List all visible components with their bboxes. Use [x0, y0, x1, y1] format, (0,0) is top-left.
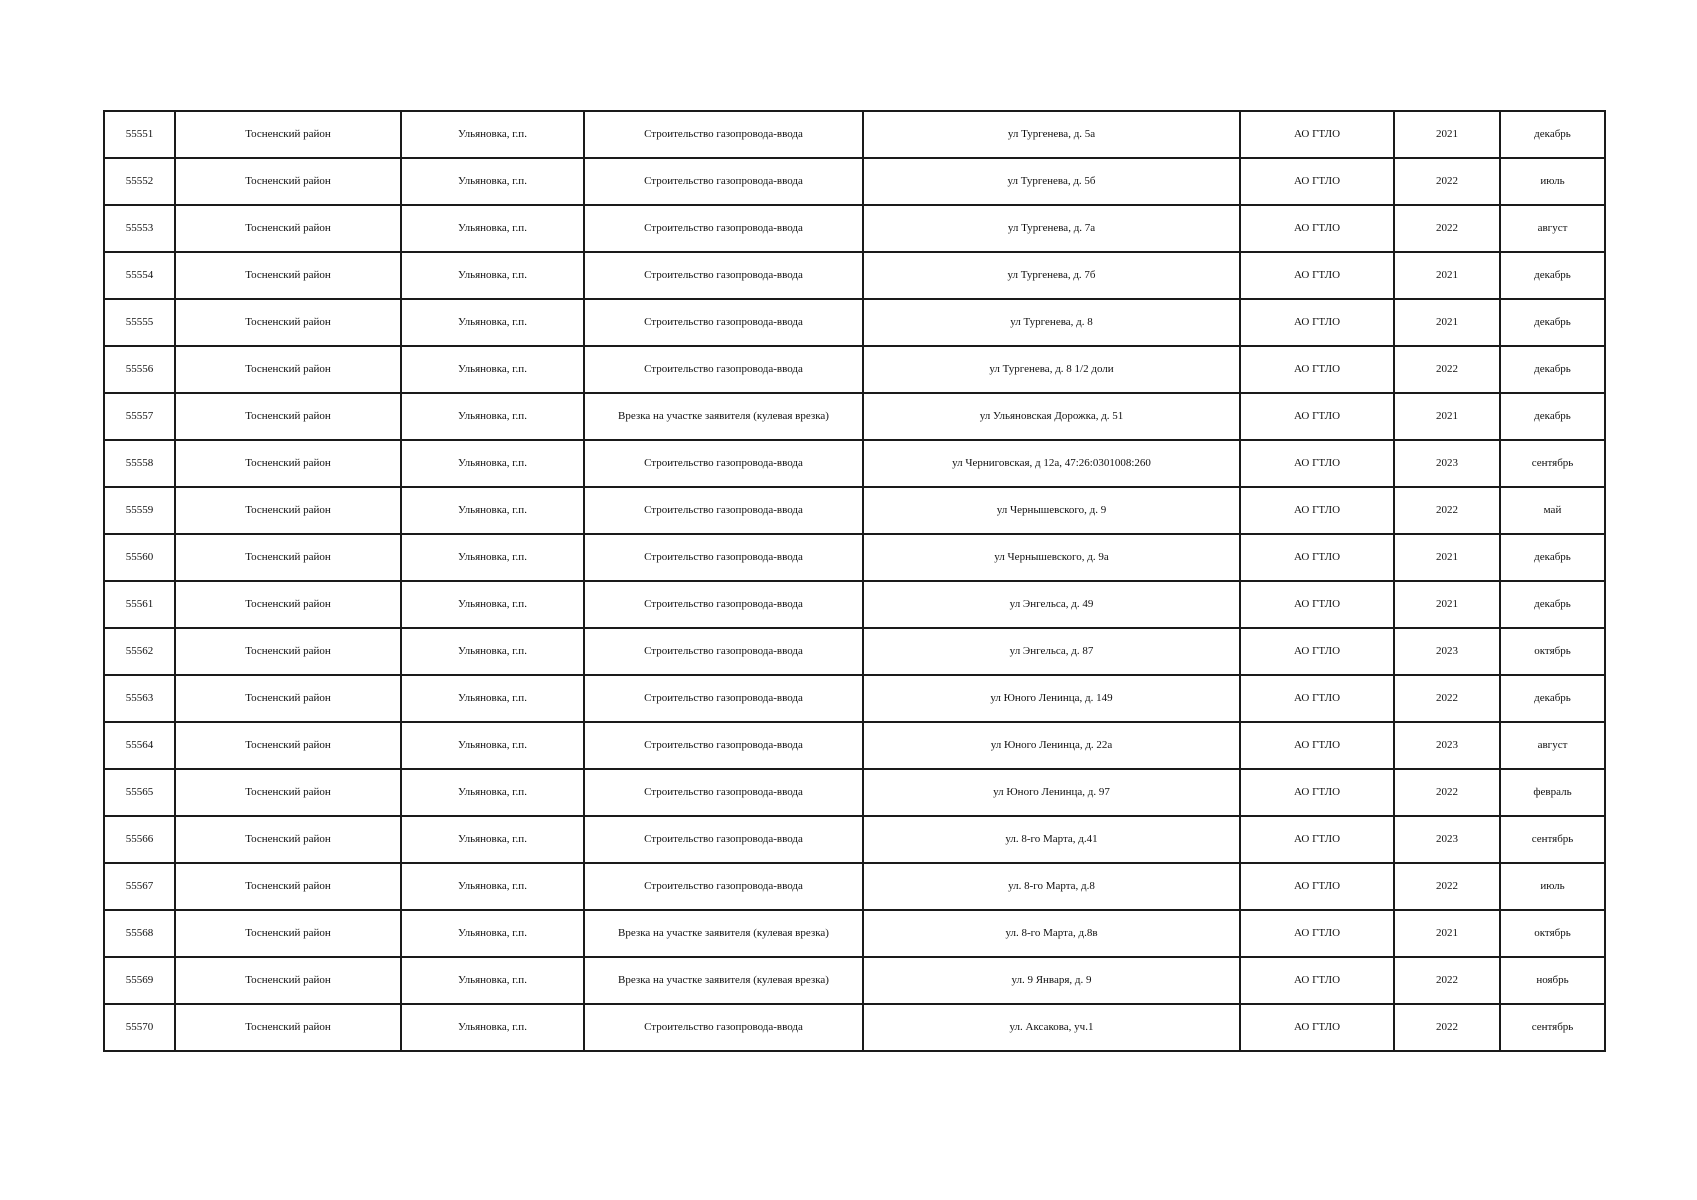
month-cell: декабрь: [1500, 581, 1605, 628]
table-row: [104, 534, 1605, 581]
year-cell: 2021: [1394, 299, 1500, 346]
district-cell: Тосненский район: [175, 910, 401, 957]
work-type-cell: Строительство газопровода-ввода: [584, 440, 863, 487]
year-cell: 2022: [1394, 487, 1500, 534]
row-number-cell: 55565: [104, 769, 175, 816]
address-cell: ул Тургенева, д. 5а: [863, 111, 1240, 158]
organization-cell: АО ГТЛО: [1240, 346, 1394, 393]
organization-cell: АО ГТЛО: [1240, 111, 1394, 158]
address-cell: ул. Аксакова, уч.1: [863, 1004, 1240, 1051]
table-row: [104, 346, 1605, 393]
year-cell: 2022: [1394, 205, 1500, 252]
address-cell: ул Ульяновская Дорожка, д. 51: [863, 393, 1240, 440]
organization-cell: АО ГТЛО: [1240, 863, 1394, 910]
work-type-cell: Строительство газопровода-ввода: [584, 111, 863, 158]
year-cell: 2023: [1394, 722, 1500, 769]
row-number-cell: 55563: [104, 675, 175, 722]
work-type-cell: Строительство газопровода-ввода: [584, 722, 863, 769]
address-cell: ул Энгельса, д. 87: [863, 628, 1240, 675]
table-body: [104, 111, 1605, 1051]
year-cell: 2022: [1394, 158, 1500, 205]
row-number-cell: 55554: [104, 252, 175, 299]
work-type-cell: Строительство газопровода-ввода: [584, 816, 863, 863]
row-number-cell: 55564: [104, 722, 175, 769]
row-number-cell: 55556: [104, 346, 175, 393]
district-cell: Тосненский район: [175, 534, 401, 581]
settlement-cell: Ульяновка, г.п.: [401, 722, 584, 769]
work-type-cell: Строительство газопровода-ввода: [584, 534, 863, 581]
table-row: [104, 252, 1605, 299]
gas-connection-table: [103, 110, 1606, 1052]
district-cell: Тосненский район: [175, 252, 401, 299]
month-cell: декабрь: [1500, 675, 1605, 722]
work-type-cell: Строительство газопровода-ввода: [584, 863, 863, 910]
year-cell: 2021: [1394, 393, 1500, 440]
settlement-cell: Ульяновка, г.п.: [401, 487, 584, 534]
organization-cell: АО ГТЛО: [1240, 393, 1394, 440]
address-cell: ул Тургенева, д. 7б: [863, 252, 1240, 299]
address-cell: ул Тургенева, д. 7а: [863, 205, 1240, 252]
district-cell: Тосненский район: [175, 299, 401, 346]
settlement-cell: Ульяновка, г.п.: [401, 910, 584, 957]
table-row: [104, 581, 1605, 628]
organization-cell: АО ГТЛО: [1240, 158, 1394, 205]
table-row: [104, 910, 1605, 957]
address-cell: ул Энгельса, д. 49: [863, 581, 1240, 628]
address-cell: ул. 8-го Марта, д.41: [863, 816, 1240, 863]
row-number-cell: 55555: [104, 299, 175, 346]
work-type-cell: Строительство газопровода-ввода: [584, 487, 863, 534]
district-cell: Тосненский район: [175, 393, 401, 440]
table-row: [104, 393, 1605, 440]
month-cell: декабрь: [1500, 111, 1605, 158]
district-cell: Тосненский район: [175, 863, 401, 910]
year-cell: 2022: [1394, 1004, 1500, 1051]
district-cell: Тосненский район: [175, 581, 401, 628]
organization-cell: АО ГТЛО: [1240, 252, 1394, 299]
district-cell: Тосненский район: [175, 158, 401, 205]
work-type-cell: Строительство газопровода-ввода: [584, 628, 863, 675]
district-cell: Тосненский район: [175, 487, 401, 534]
month-cell: сентябрь: [1500, 440, 1605, 487]
table-row: [104, 1004, 1605, 1051]
organization-cell: АО ГТЛО: [1240, 628, 1394, 675]
row-number-cell: 55566: [104, 816, 175, 863]
year-cell: 2022: [1394, 957, 1500, 1004]
district-cell: Тосненский район: [175, 111, 401, 158]
work-type-cell: Врезка на участке заявителя (кулевая врезка): [584, 957, 863, 1004]
address-cell: ул Юного Ленинца, д. 149: [863, 675, 1240, 722]
settlement-cell: Ульяновка, г.п.: [401, 863, 584, 910]
settlement-cell: Ульяновка, г.п.: [401, 158, 584, 205]
settlement-cell: Ульяновка, г.п.: [401, 816, 584, 863]
table-row: [104, 675, 1605, 722]
row-number-cell: 55559: [104, 487, 175, 534]
organization-cell: АО ГТЛО: [1240, 957, 1394, 1004]
month-cell: ноябрь: [1500, 957, 1605, 1004]
table-row: [104, 111, 1605, 158]
work-type-cell: Строительство газопровода-ввода: [584, 299, 863, 346]
work-type-cell: Строительство газопровода-ввода: [584, 675, 863, 722]
table-row: [104, 440, 1605, 487]
year-cell: 2021: [1394, 910, 1500, 957]
address-cell: ул Чернышевского, д. 9: [863, 487, 1240, 534]
settlement-cell: Ульяновка, г.п.: [401, 675, 584, 722]
district-cell: Тосненский район: [175, 628, 401, 675]
settlement-cell: Ульяновка, г.п.: [401, 534, 584, 581]
row-number-cell: 55570: [104, 1004, 175, 1051]
organization-cell: АО ГТЛО: [1240, 816, 1394, 863]
year-cell: 2022: [1394, 863, 1500, 910]
row-number-cell: 55551: [104, 111, 175, 158]
month-cell: май: [1500, 487, 1605, 534]
row-number-cell: 55561: [104, 581, 175, 628]
settlement-cell: Ульяновка, г.п.: [401, 252, 584, 299]
address-cell: ул Тургенева, д. 8 1/2 доли: [863, 346, 1240, 393]
address-cell: ул. 8-го Марта, д.8: [863, 863, 1240, 910]
address-cell: ул. 8-го Марта, д.8в: [863, 910, 1240, 957]
table-row: [104, 628, 1605, 675]
work-type-cell: Строительство газопровода-ввода: [584, 346, 863, 393]
work-type-cell: Строительство газопровода-ввода: [584, 158, 863, 205]
address-cell: ул Юного Ленинца, д. 97: [863, 769, 1240, 816]
settlement-cell: Ульяновка, г.п.: [401, 393, 584, 440]
year-cell: 2021: [1394, 111, 1500, 158]
address-cell: ул Юного Ленинца, д. 22а: [863, 722, 1240, 769]
year-cell: 2023: [1394, 816, 1500, 863]
work-type-cell: Строительство газопровода-ввода: [584, 252, 863, 299]
month-cell: февраль: [1500, 769, 1605, 816]
district-cell: Тосненский район: [175, 440, 401, 487]
district-cell: Тосненский район: [175, 722, 401, 769]
month-cell: август: [1500, 722, 1605, 769]
month-cell: декабрь: [1500, 299, 1605, 346]
table-row: [104, 957, 1605, 1004]
year-cell: 2023: [1394, 628, 1500, 675]
month-cell: декабрь: [1500, 252, 1605, 299]
settlement-cell: Ульяновка, г.п.: [401, 346, 584, 393]
settlement-cell: Ульяновка, г.п.: [401, 1004, 584, 1051]
month-cell: октябрь: [1500, 628, 1605, 675]
organization-cell: АО ГТЛО: [1240, 534, 1394, 581]
table-row: [104, 816, 1605, 863]
district-cell: Тосненский район: [175, 675, 401, 722]
year-cell: 2023: [1394, 440, 1500, 487]
settlement-cell: Ульяновка, г.п.: [401, 299, 584, 346]
settlement-cell: Ульяновка, г.п.: [401, 628, 584, 675]
work-type-cell: Врезка на участке заявителя (кулевая врезка): [584, 910, 863, 957]
organization-cell: АО ГТЛО: [1240, 722, 1394, 769]
district-cell: Тосненский район: [175, 346, 401, 393]
year-cell: 2022: [1394, 675, 1500, 722]
year-cell: 2021: [1394, 252, 1500, 299]
work-type-cell: Врезка на участке заявителя (кулевая врезка): [584, 393, 863, 440]
month-cell: декабрь: [1500, 534, 1605, 581]
address-cell: ул Черниговская, д 12а, 47:26:0301008:260: [863, 440, 1240, 487]
organization-cell: АО ГТЛО: [1240, 487, 1394, 534]
district-cell: Тосненский район: [175, 205, 401, 252]
settlement-cell: Ульяновка, г.п.: [401, 111, 584, 158]
settlement-cell: Ульяновка, г.п.: [401, 581, 584, 628]
row-number-cell: 55567: [104, 863, 175, 910]
row-number-cell: 55553: [104, 205, 175, 252]
row-number-cell: 55568: [104, 910, 175, 957]
year-cell: 2021: [1394, 534, 1500, 581]
address-cell: ул Чернышевского, д. 9а: [863, 534, 1240, 581]
work-type-cell: Строительство газопровода-ввода: [584, 1004, 863, 1051]
settlement-cell: Ульяновка, г.п.: [401, 957, 584, 1004]
row-number-cell: 55557: [104, 393, 175, 440]
organization-cell: АО ГТЛО: [1240, 581, 1394, 628]
row-number-cell: 55552: [104, 158, 175, 205]
address-cell: ул Тургенева, д. 8: [863, 299, 1240, 346]
settlement-cell: Ульяновка, г.п.: [401, 440, 584, 487]
row-number-cell: 55569: [104, 957, 175, 1004]
address-cell: ул. 9 Января, д. 9: [863, 957, 1240, 1004]
table-row: [104, 722, 1605, 769]
organization-cell: АО ГТЛО: [1240, 1004, 1394, 1051]
month-cell: декабрь: [1500, 346, 1605, 393]
year-cell: 2021: [1394, 581, 1500, 628]
table-row: [104, 205, 1605, 252]
month-cell: июль: [1500, 158, 1605, 205]
address-cell: ул Тургенева, д. 5б: [863, 158, 1240, 205]
settlement-cell: Ульяновка, г.п.: [401, 205, 584, 252]
settlement-cell: Ульяновка, г.п.: [401, 769, 584, 816]
row-number-cell: 55560: [104, 534, 175, 581]
table-row: [104, 158, 1605, 205]
year-cell: 2022: [1394, 346, 1500, 393]
month-cell: август: [1500, 205, 1605, 252]
district-cell: Тосненский район: [175, 1004, 401, 1051]
district-cell: Тосненский район: [175, 816, 401, 863]
work-type-cell: Строительство газопровода-ввода: [584, 205, 863, 252]
organization-cell: АО ГТЛО: [1240, 910, 1394, 957]
organization-cell: АО ГТЛО: [1240, 299, 1394, 346]
month-cell: сентябрь: [1500, 1004, 1605, 1051]
month-cell: сентябрь: [1500, 816, 1605, 863]
year-cell: 2022: [1394, 769, 1500, 816]
table-row: [104, 863, 1605, 910]
table-row: [104, 487, 1605, 534]
row-number-cell: 55562: [104, 628, 175, 675]
month-cell: июль: [1500, 863, 1605, 910]
district-cell: Тосненский район: [175, 957, 401, 1004]
work-type-cell: Строительство газопровода-ввода: [584, 581, 863, 628]
month-cell: октябрь: [1500, 910, 1605, 957]
work-type-cell: Строительство газопровода-ввода: [584, 769, 863, 816]
month-cell: декабрь: [1500, 393, 1605, 440]
organization-cell: АО ГТЛО: [1240, 440, 1394, 487]
organization-cell: АО ГТЛО: [1240, 769, 1394, 816]
district-cell: Тосненский район: [175, 769, 401, 816]
organization-cell: АО ГТЛО: [1240, 205, 1394, 252]
row-number-cell: 55558: [104, 440, 175, 487]
organization-cell: АО ГТЛО: [1240, 675, 1394, 722]
table-row: [104, 299, 1605, 346]
table-row: [104, 769, 1605, 816]
